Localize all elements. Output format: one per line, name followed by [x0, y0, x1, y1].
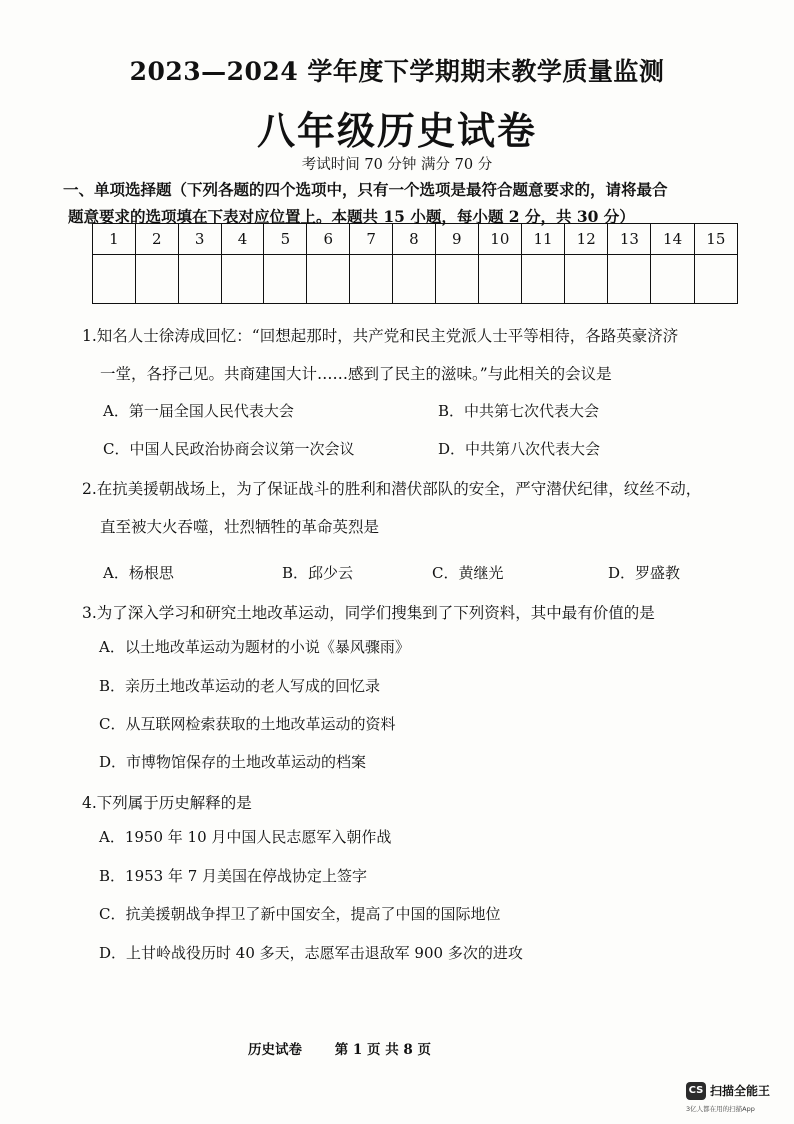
answer-cell[interactable] — [135, 255, 178, 304]
answer-number: 14 — [651, 224, 694, 255]
answer-number: 9 — [435, 224, 478, 255]
answer-cell[interactable] — [264, 255, 307, 304]
option-c[interactable]: C．从互联网检索获取的土地改革运动的资料 — [99, 715, 396, 733]
option-a[interactable]: A．杨根思 — [103, 564, 174, 582]
option-c[interactable]: C．中国人民政治协商会议第一次会议 — [103, 440, 355, 458]
option-a[interactable]: A．1950 年 10 月中国人民志愿军入朝作战 — [99, 828, 392, 846]
answer-number: 10 — [478, 224, 521, 255]
answer-number: 4 — [221, 224, 264, 255]
watermark-tagline: 3亿人都在用的扫描App — [686, 1105, 755, 1113]
answer-table — [92, 223, 738, 304]
answer-number: 5 — [264, 224, 307, 255]
option-d[interactable]: D．市博物馆保存的土地改革运动的档案 — [99, 753, 367, 771]
answer-cell[interactable] — [651, 255, 694, 304]
option-d[interactable]: D．罗盛教 — [608, 564, 681, 582]
question-stem: 4.下列属于历史解释的是 — [82, 794, 252, 812]
exam-info: 考试时间 70 分钟 满分 70 分 — [301, 157, 493, 173]
question-2 — [82, 470, 762, 546]
answer-blank-row — [93, 255, 738, 304]
exam-title: 2023—2024 学年度下学期期末教学质量监测 — [129, 57, 665, 86]
option-c[interactable]: C．抗美援朝战争捍卫了新中国安全，提高了中国的国际地位 — [99, 905, 501, 923]
camscanner-logo-icon: CS — [686, 1082, 706, 1100]
answer-cell[interactable] — [694, 255, 737, 304]
answer-number: 12 — [565, 224, 608, 255]
answer-cell[interactable] — [350, 255, 393, 304]
question-stem: 3.为了深入学习和研究土地改革运动，同学们搜集到了下列资料，其中最有价值的是 — [82, 604, 655, 622]
answer-number: 6 — [307, 224, 350, 255]
answer-cell[interactable] — [478, 255, 521, 304]
answer-cell[interactable] — [565, 255, 608, 304]
option-b[interactable]: B．1953 年 7 月美国在停战协定上签字 — [99, 867, 368, 885]
answer-cell[interactable] — [93, 255, 136, 304]
question-stem: 1.知名人士徐涛成回忆：“回想起那时，共产党和民主党派人士平等相待，各路英豪济济 — [82, 327, 679, 345]
answer-cell[interactable] — [221, 255, 264, 304]
answer-number: 3 — [178, 224, 221, 255]
answer-cell[interactable] — [435, 255, 478, 304]
answer-number: 1 — [93, 224, 136, 255]
watermark-name: 扫描全能王 — [710, 1084, 771, 1098]
question-stem-cont: 一堂，各抒己见。共商建国大计……感到了民主的滋味。”与此相关的会议是 — [100, 365, 612, 383]
option-a[interactable]: A．以土地改革运动为题材的小说《暴风骤雨》 — [99, 638, 410, 656]
answer-number: 13 — [608, 224, 651, 255]
page-footer — [248, 1038, 459, 1058]
answer-cell[interactable] — [608, 255, 651, 304]
option-b[interactable]: B．邱少云 — [282, 564, 354, 582]
answer-number: 15 — [694, 224, 737, 255]
footer-subject: 历史试卷 — [248, 1042, 302, 1058]
option-b[interactable]: B．亲历土地改革运动的老人写成的回忆录 — [99, 677, 381, 695]
answer-cell[interactable] — [521, 255, 564, 304]
question-3 — [82, 594, 762, 632]
section-heading-line2: 题意要求的选项填在下表对应位置上。本题共 15 小题，每小题 2 分，共 30 分） — [68, 207, 635, 226]
answer-cell[interactable] — [307, 255, 350, 304]
section-heading-line1: 一、单项选择题（下列各题的四个选项中，只有一个选项是最符合题意要求的，请将最合 — [63, 180, 668, 199]
option-d[interactable]: D．中共第八次代表大会 — [438, 440, 601, 458]
option-d[interactable]: D．上甘岭战役历时 40 多天，志愿军击退敌军 900 多次的进攻 — [99, 944, 523, 962]
answer-number: 2 — [135, 224, 178, 255]
question-stem: 2.在抗美援朝战场上，为了保证战斗的胜利和潜伏部队的安全，严守潜伏纪律，纹丝不动， — [82, 480, 702, 498]
question-4 — [82, 784, 762, 822]
answer-cell[interactable] — [393, 255, 436, 304]
question-stem-cont: 直至被大火吞噬，壮烈牺牲的革命英烈是 — [100, 518, 380, 536]
section-heading — [63, 176, 758, 230]
option-b[interactable]: B．中共第七次代表大会 — [438, 402, 600, 420]
scanner-watermark — [686, 1080, 786, 1116]
option-c[interactable]: C．黄继光 — [432, 564, 504, 582]
answer-number: 7 — [350, 224, 393, 255]
option-a[interactable]: A．第一届全国人民代表大会 — [103, 402, 294, 420]
answer-number: 11 — [521, 224, 564, 255]
answer-cell[interactable] — [178, 255, 221, 304]
footer-page-number: 第 1 页 共 8 页 — [334, 1042, 431, 1058]
answer-number: 8 — [393, 224, 436, 255]
subject-title: 八年级历史试卷 — [256, 108, 537, 153]
question-1 — [82, 317, 762, 393]
answer-number-row — [93, 224, 738, 255]
